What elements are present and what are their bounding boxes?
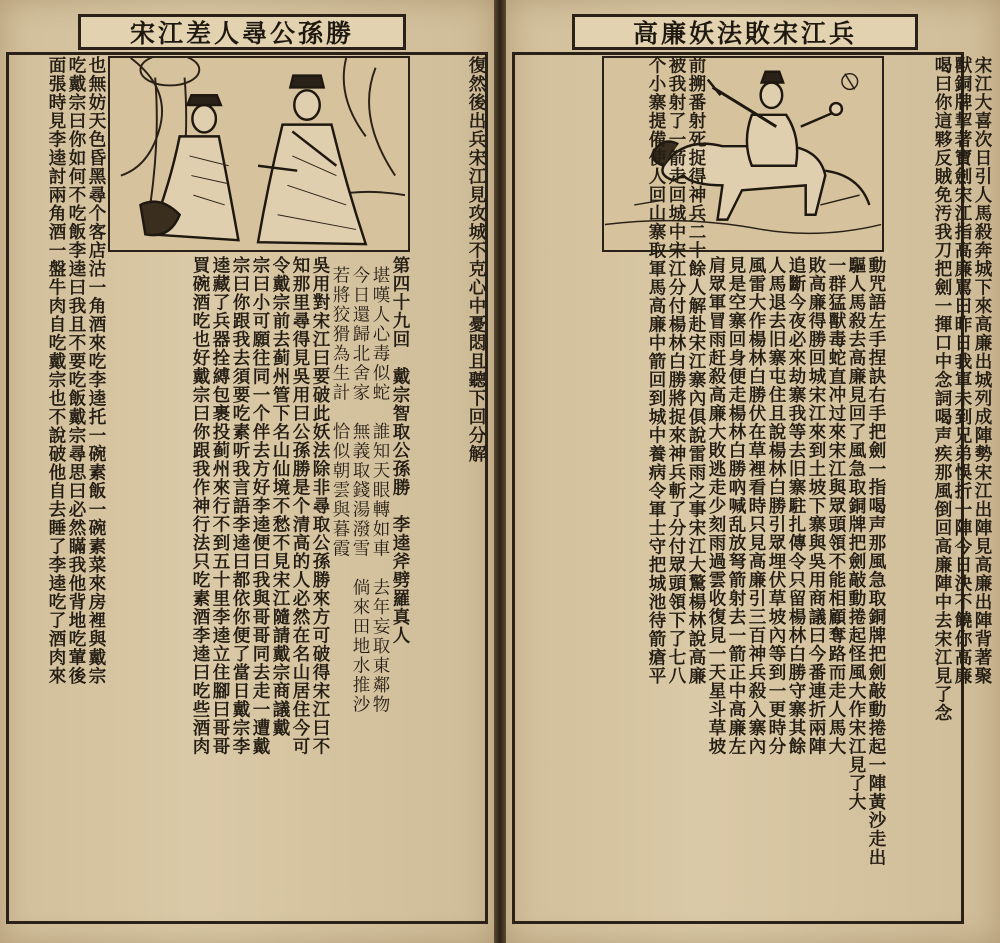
poem-line-1: 堪嘆人心毒似蛇 誰知天眼轉如車 去年妄取東鄰物: [370, 266, 390, 715]
right-lower-column-5: 人馬退去旧寨屯住且說楊林白勝引眾埋伏草坡內等到一更時分: [766, 256, 786, 756]
left-illustration: [108, 56, 410, 252]
left-lower-column-4: 吳用對宋江曰要破此妖法除非尋取公孫勝來方可破得宋江曰不: [310, 256, 330, 756]
poem-line-2: 今日還歸北舍家 無義取錢湯潑雪 倘來田地水推沙: [350, 266, 370, 715]
right-column-2: 喝曰你這夥反賊免汚我刀把劍一揮口中念詞喝声疾那風倒回高廉陣中去宋江見了念: [932, 56, 952, 722]
right-column-1: 獸銅牌挈著寶劍宋江指高廉罵曰昨日我軍未到兄弟悞折一陣今日決不饒你高廉: [952, 56, 972, 685]
right-lower-column-1: 驅人馬殺去高廉見回了風急取銅牌把劍敲動捲起怪風大作宋江見了大: [846, 256, 866, 811]
left-last-columns-block: [14, 56, 106, 918]
left-lower-column-8: 宗曰你跟我去須要吃素听我言語李逵曰都依你便了當日戴宗李: [230, 256, 250, 756]
right-lower-column-11: 个小寨提備使人回山寨取軍馬高廉中箭回到城中養病令軍士守把城池待箭瘡平: [646, 56, 666, 685]
right-lower-column-8: 肩眾軍冒雨赶殺高廉大敗逃走少刻雨過雲收復見一天星斗草坡: [706, 256, 726, 756]
left-column-0: 復然後出兵宋江見攻城不克心中憂悶且聽下回分解: [466, 56, 486, 463]
chapter-heading: 第四十九回 戴宗智取公孫勝 李逵斧劈羅真人: [390, 256, 410, 645]
left-lower-column-5: 知那里尋得見吳用曰公孫勝是个清高的人必然在名山居住今可: [290, 256, 310, 756]
left-first-column-block: [410, 56, 486, 918]
right-lower-column-2: 一群猛獸毒蛇直冲过來宋江與眾頭領不能相顧奪路而走人馬大: [826, 256, 846, 756]
right-lower-column-6: 風雷大作楊林白勝伏在草裡看時只見高廉引三百神兵殺入寨內: [746, 256, 766, 756]
right-lower-column-4: 追斷今夜必來劫寨我等去旧寨駐扎傳令只留楊林白勝守寨其餘: [786, 256, 806, 756]
left-page-title: 宋江差人尋公孫勝: [78, 14, 406, 50]
right-upper-columns: [886, 56, 992, 918]
right-lower-column-3: 敗高廉得勝回城宋江來到土坡下寨與吳用商議曰今番連折兩陣: [806, 256, 826, 756]
right-lower-column-0: 動咒語左手捏訣右手把劍一指喝声那風急取銅牌把劍敲動捲起一陣黃沙走出: [866, 256, 886, 867]
left-lower-column-10: 買碗酒吃也好戴宗曰你跟我作神行法只吃素酒李逵曰吃些酒肉: [190, 256, 210, 756]
right-column-0: 宋江大喜次日引人馬殺奔城下來高廉出城列成陣勢宋江出陣見高廉出陣背著聚: [972, 56, 992, 685]
right-lower-column-7: 見是空寨回身便走楊林白勝吶喊乱放弩箭射去一箭正中高廉左: [726, 256, 746, 756]
right-lower-text: [518, 56, 886, 918]
right-lower-column-10: 被我射了一箭走回城中宋江分付楊林白勝將捉來神兵斬了分付眾頭領下了七八: [666, 56, 686, 685]
right-lower-column-9: 前搠番射死捉得神兵二十餘人解赴宋江寨內俱說雷雨之事宋江大驚楊林說高廉: [686, 56, 706, 685]
poem-line-3: 若將狡猾為生計 恰似朝雲與暮霞: [330, 266, 350, 559]
left-lower-column-6: 令戴宗前去蓟州管下名山仙境不愁不見宋江隨請戴宗商議戴: [270, 256, 290, 737]
left-column-3: 面張時見李逵討兩角酒一盤牛肉自吃戴宗也不說破他自去睡了李逵吃了酒肉來: [46, 56, 66, 685]
left-page: [0, 0, 494, 943]
left-lower-column-9: 逵藏了兵器拴縛包裹投蓟州來行不到五十里李逵立住腳曰哥哥: [210, 256, 230, 756]
book-gutter: [494, 0, 506, 943]
left-column-1: 也無妨天色昏黑尋个客店沽一角酒來吃李逵托一碗素飯一碗素菜來房裡與戴宗: [86, 56, 106, 685]
left-column-2: 吃戴宗曰你如何不吃飯李逵曰我且不要吃飯戴宗尋思曰必然瞞我他背地吃葷後: [66, 56, 86, 685]
left-illustration-figures: [110, 58, 408, 250]
left-lower-text: [108, 256, 410, 918]
left-lower-column-7: 宗曰小可願往同一个伴去方好李逵便曰我與哥哥同去走一遭戴: [250, 256, 270, 756]
right-page: [506, 0, 1000, 943]
right-page-title: 高廉妖法敗宋江兵: [572, 14, 918, 50]
